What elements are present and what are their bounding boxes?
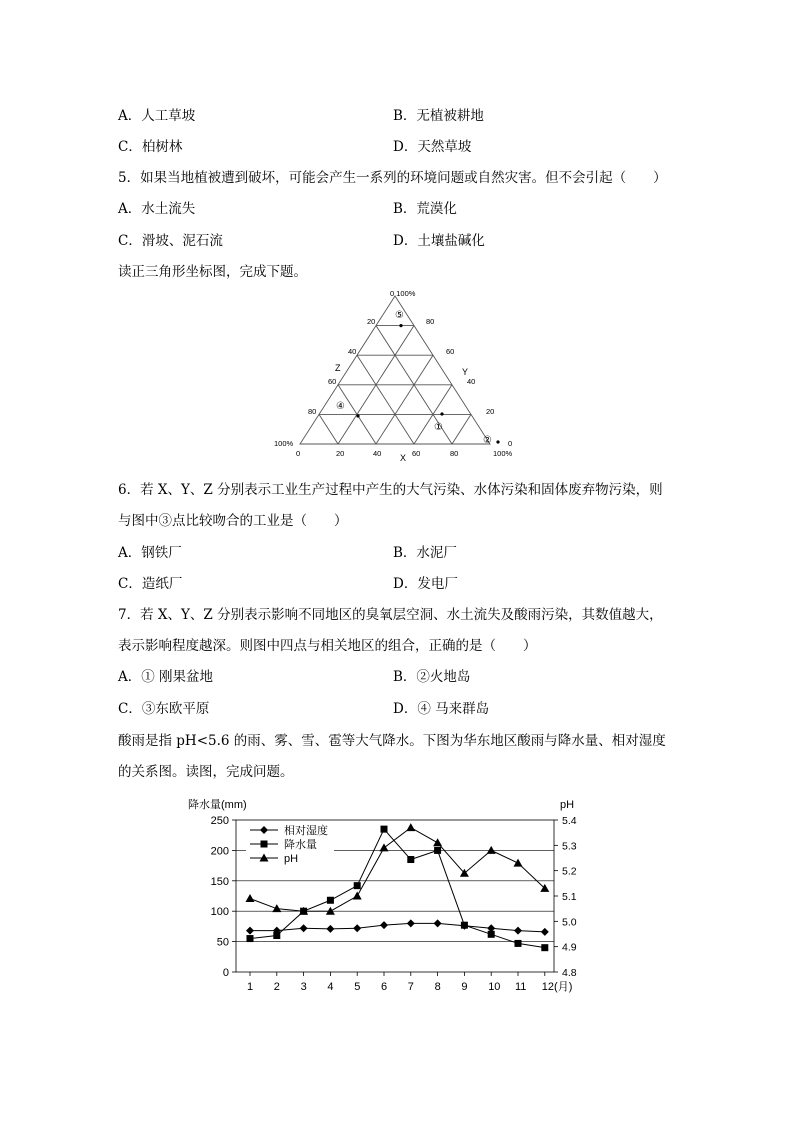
x-tick-label: 11 xyxy=(515,981,527,993)
left-tick-label: 50 xyxy=(216,936,229,949)
x-tick-label: 8 xyxy=(434,981,441,993)
x-tick-label: 4 xyxy=(327,981,334,993)
left-corner-label: 100% xyxy=(274,439,294,448)
right-tick-label: 5.1 xyxy=(562,891,577,903)
data-point-triangle xyxy=(487,846,496,854)
q5-option-a: A．水土流失 xyxy=(118,201,196,217)
data-point-diamond xyxy=(326,925,334,933)
q5-option-d: D．土壤盐碱化 xyxy=(393,233,485,249)
right-tick-label: 4.8 xyxy=(562,967,577,979)
q6-option-b: B．水泥厂 xyxy=(393,545,457,561)
q7-option-a: A．① 刚果盆地 xyxy=(118,669,214,685)
right-corner-bottom: 100% xyxy=(493,449,513,458)
right-tick-label: 5.2 xyxy=(562,865,577,878)
bottom-tick-40: 40 xyxy=(373,449,382,458)
data-point-diamond xyxy=(246,927,254,935)
left-tick-20: 20 xyxy=(367,317,376,326)
marker-5: ⑤ xyxy=(395,310,404,321)
acid-rain-intro-line2: 的关系图。读图，完成问题。 xyxy=(118,764,294,780)
x-axis-label: X xyxy=(400,453,407,462)
data-point-triangle xyxy=(272,904,281,912)
point-4 xyxy=(356,414,359,417)
q5-option-b: B．荒漠化 xyxy=(393,201,457,217)
legend-label: pH xyxy=(284,853,299,865)
acid-rain-chart xyxy=(180,792,600,1002)
x-tick-label: 5 xyxy=(354,981,361,993)
legend-marker-square xyxy=(261,841,268,848)
right-tick-label: 5.3 xyxy=(562,840,577,853)
z-axis-label: Z xyxy=(335,363,341,373)
data-point-triangle xyxy=(406,823,415,831)
x-tick-label: 12(月) xyxy=(541,981,573,993)
legend-label: 降水量 xyxy=(284,839,317,851)
data-point-square xyxy=(327,897,334,904)
data-point-triangle xyxy=(353,892,362,900)
bottom-tick-0: 0 xyxy=(296,449,301,458)
data-point-square xyxy=(273,932,280,939)
data-point-diamond xyxy=(514,927,522,935)
q6-stem-line2: 与图中③点比较吻合的工业是（ ） xyxy=(118,513,348,529)
right-tick-20: 20 xyxy=(486,407,495,416)
marker-2: ② xyxy=(483,435,492,446)
x-tick-label: 10 xyxy=(488,981,501,993)
ternary-diagram xyxy=(270,286,520,462)
left-tick-40: 40 xyxy=(348,347,357,356)
x-tick-label: 6 xyxy=(381,981,388,993)
q7-option-d: D．④ 马来群岛 xyxy=(393,701,490,717)
point-5 xyxy=(399,324,402,327)
triangle-top-label: 0 100% xyxy=(390,289,416,298)
data-point-square xyxy=(488,931,495,938)
q6-option-d: D．发电厂 xyxy=(393,576,458,592)
left-tick-60: 60 xyxy=(328,377,337,386)
right-tick-label: 4.9 xyxy=(562,941,577,954)
triangle-intro: 读正三角形坐标图，完成下题。 xyxy=(118,264,307,280)
legend-label: 相对湿度 xyxy=(284,825,328,837)
q5-stem: 5．如果当地植被遭到破坏，可能会产生一系列的环境问题或自然灾害。但不会引起（ ） xyxy=(118,170,667,186)
left-tick-label: 0 xyxy=(222,967,229,979)
data-point-diamond xyxy=(434,919,442,927)
bottom-tick-20: 20 xyxy=(336,449,345,458)
series-line-diamond xyxy=(250,923,545,932)
data-point-square xyxy=(461,922,468,929)
data-point-diamond xyxy=(407,919,415,927)
q4-option-a: A．人工草坡 xyxy=(118,108,196,124)
right-tick-40: 40 xyxy=(467,377,476,386)
data-point-triangle xyxy=(380,843,389,851)
point-2 xyxy=(496,440,499,443)
q4-option-b: B．无植被耕地 xyxy=(393,108,484,124)
data-point-triangle xyxy=(246,894,255,902)
data-point-diamond xyxy=(300,924,308,932)
left-tick-label: 200 xyxy=(210,845,229,858)
data-point-triangle xyxy=(433,838,442,846)
data-point-square xyxy=(541,944,548,951)
left-axis-label: 降水量(mm) xyxy=(188,799,247,811)
q7-stem-line1: 7．若 X、Y、Z 分别表示影响不同地区的臭氧层空洞、水土流失及酸雨污染，其数值越大， xyxy=(118,607,663,623)
acid-rain-intro-line1: 酸雨是指 pH<5.6 的雨、雾、雪、雹等大气降水。下图为华东地区酸雨与降水量、相对湿度 xyxy=(118,733,666,749)
q4-option-c: C．柏树林 xyxy=(118,139,183,155)
data-point-square xyxy=(247,935,254,942)
data-point-square xyxy=(515,940,522,947)
right-tick-label: 5.4 xyxy=(562,815,577,827)
chart-legend xyxy=(246,823,334,873)
x-tick-label: 3 xyxy=(300,981,307,993)
marker-4: ④ xyxy=(336,401,345,412)
q6-option-a: A．钢铁厂 xyxy=(118,545,182,561)
x-tick-label: 2 xyxy=(273,981,280,993)
left-tick-label: 250 xyxy=(210,815,229,827)
data-point-square xyxy=(381,826,388,833)
x-tick-label: 7 xyxy=(407,981,414,993)
data-point-diamond xyxy=(541,928,549,936)
q6-stem-line1: 6．若 X、Y、Z 分别表示工业生产过程中产生的大气污染、水体污染和固体废弃物污染，则 xyxy=(118,482,663,498)
q7-option-b: B．②火地岛 xyxy=(393,669,471,685)
q7-stem-line2: 表示影响程度越深。则图中四点与相关地区的组合，正确的是（ ） xyxy=(118,638,537,654)
bottom-tick-80: 80 xyxy=(450,449,459,458)
q7-option-c: C．③东欧平原 xyxy=(118,701,210,717)
data-point-square xyxy=(354,882,361,889)
bottom-tick-60: 60 xyxy=(412,449,421,458)
left-tick-label: 150 xyxy=(210,875,229,888)
x-tick-label: 9 xyxy=(461,981,468,993)
y-axis-label: Y xyxy=(462,367,469,377)
right-tick-60: 60 xyxy=(446,347,455,356)
x-tick-label: 1 xyxy=(247,981,254,993)
data-point-square xyxy=(434,847,441,854)
right-axis-label: pH xyxy=(560,799,575,811)
q4-option-d: D．天然草坡 xyxy=(393,139,472,155)
q6-option-c: C．造纸厂 xyxy=(118,576,183,592)
data-point-triangle xyxy=(514,859,523,867)
left-tick-label: 100 xyxy=(210,906,229,919)
data-point-square xyxy=(407,856,414,863)
left-tick-80: 80 xyxy=(308,407,317,416)
q5-option-c: C．滑坡、泥石流 xyxy=(118,233,223,249)
marker-1: ① xyxy=(434,422,443,433)
right-tick-label: 5.0 xyxy=(562,916,577,929)
right-corner-top: 0 xyxy=(508,439,513,448)
data-point-diamond xyxy=(380,921,388,929)
point-1 xyxy=(440,412,443,415)
data-point-diamond xyxy=(353,924,361,932)
right-tick-80: 80 xyxy=(426,317,435,326)
